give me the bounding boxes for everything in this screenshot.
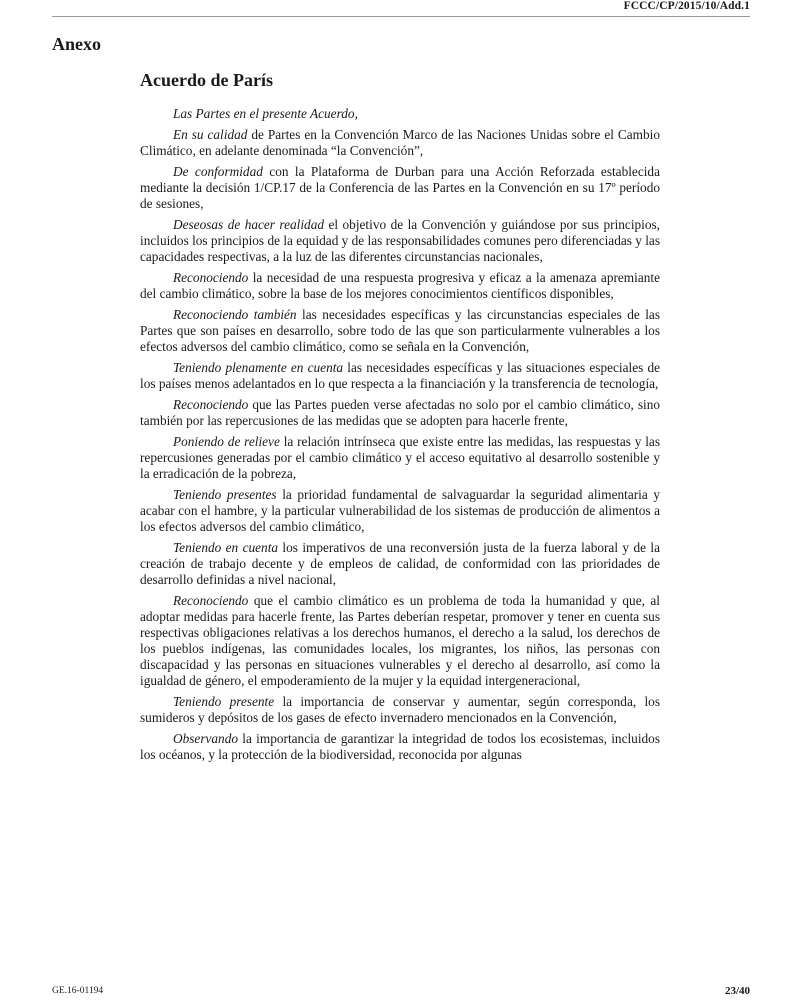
paragraph-text: las necesidades específicas y las situaciones especiales de los países menos adelantados en lo que respecta a la financiación y la transferencia de tecnología, xyxy=(140,360,660,391)
preamble-paragraph xyxy=(140,593,660,689)
page-number: 23/40 xyxy=(724,985,750,997)
preamble-paragraph xyxy=(140,360,660,392)
paragraph-lead: Teniendo presentes xyxy=(173,487,277,502)
annex-title: Anexo xyxy=(52,34,101,54)
paragraph-text: la importancia de conservar y aumentar, según corresponda, los sumideros y depósitos de los gases de efecto invernadero mencionados en la Convención, xyxy=(140,694,660,725)
preamble-paragraph xyxy=(140,127,660,159)
preamble-paragraph xyxy=(140,434,660,482)
paragraph-lead: Deseosas de hacer realidad xyxy=(173,217,325,232)
paragraph-text: la relación intrínseca que existe entre las medidas, las respuestas y las repercusiones generadas por el cambio climático y el acceso equitativo al desarrollo sostenible y la erradicación de la pobreza, xyxy=(140,434,660,481)
paragraph-text: la prioridad fundamental de salvaguardar la seguridad alimentaria y acabar con el hambre, y la particular vulnerabilidad de los sistemas de producción de alimentos a los efectos adversos del cambio climático, xyxy=(140,487,660,534)
paragraph-text: el objetivo de la Convención y guiándose por sus principios, incluidos los principios de la equidad y de las responsabilidades comunes pero diferenciadas y las capacidades respectivas, a la luz de las diferentes circunstancias nacionales, xyxy=(140,217,660,264)
preamble-paragraph xyxy=(140,397,660,429)
paragraph-lead: Las Partes en el presente Acuerdo xyxy=(173,106,355,121)
preamble-paragraph xyxy=(140,540,660,588)
page-header xyxy=(52,0,750,17)
paragraph-lead: Reconociendo xyxy=(173,397,249,412)
paragraph-lead: En su calidad xyxy=(173,127,248,142)
paragraph-lead: Teniendo plenamente en cuenta xyxy=(173,360,344,375)
paragraph-text: las necesidades específicas y las circunstancias especiales de las Partes que son países en desarrollo, sobre todo de las que son particularmente vulnerables a los efectos adversos del cambio climático, como se señala en la Convención, xyxy=(140,307,660,354)
preamble-body xyxy=(140,106,660,768)
preamble-paragraph xyxy=(140,106,660,122)
preamble-paragraph xyxy=(140,731,660,763)
paragraph-text: que las Partes pueden verse afectadas no solo por el cambio climático, sino también por las repercusiones de las medidas que se adopten para hacerle frente, xyxy=(140,397,660,428)
paragraph-lead: Teniendo presente xyxy=(173,694,275,709)
paragraph-lead: Reconociendo xyxy=(173,270,249,285)
agreement-title: Acuerdo de París xyxy=(140,70,273,90)
paragraph-lead: Observando xyxy=(173,731,238,746)
paragraph-text: de Partes en la Convención Marco de las Naciones Unidas sobre el Cambio Climático, en adelante denominada “la Convención”, xyxy=(140,127,660,158)
preamble-paragraph xyxy=(140,307,660,355)
paragraph-text: la importancia de garantizar la integridad de todos los ecosistemas, incluidos los océanos, y la protección de la biodiversidad, reconocida por algunas xyxy=(140,731,660,762)
document-symbol: FCCC/CP/2015/10/Add.1 xyxy=(623,0,750,12)
paragraph-text: , xyxy=(354,106,358,121)
paragraph-text: los imperativos de una reconversión justa de la fuerza laboral y de la creación de trabajo decente y de empleos de calidad, de conformidad con las prioridades de desarrollo definidas a nivel nacional, xyxy=(140,540,660,587)
paragraph-text: la necesidad de una respuesta progresiva y eficaz a la amenaza apremiante del cambio climático, sobre la base de los mejores conocimientos científicos disponibles, xyxy=(140,270,660,301)
paragraph-text: con la Plataforma de Durban para una Acción Reforzada establecida mediante la decisión 1/CP.17 de la Conferencia de las Partes en la Convención en su 17º período de sesiones, xyxy=(140,164,660,211)
paragraph-lead: De conformidad xyxy=(173,164,263,179)
preamble-paragraph xyxy=(140,694,660,726)
paragraph-lead: Reconociendo xyxy=(173,593,249,608)
job-number: GE.16-01194 xyxy=(52,986,104,996)
preamble-paragraph xyxy=(140,270,660,302)
preamble-paragraph xyxy=(140,164,660,212)
preamble-paragraph xyxy=(140,217,660,265)
paragraph-lead: Teniendo en cuenta xyxy=(173,540,279,555)
paragraph-text: que el cambio climático es un problema de toda la humanidad y que, al adoptar medidas para hacerle frente, las Partes deberían respetar, promover y tener en cuenta sus respectivas obligaciones relativas a los derechos humanos, el derecho a la salud, los derechos de los pueblos indígenas, las comunidades locales, los migrantes, los niños, las personas con discapacidad y las personas en situaciones vulnerables y el derecho al desarrollo, así como la igualdad de género, el empoderamiento de la mujer y la equidad intergeneracional, xyxy=(140,593,660,688)
paragraph-lead: Reconociendo también xyxy=(173,307,297,322)
preamble-paragraph xyxy=(140,487,660,535)
paragraph-lead: Poniendo de relieve xyxy=(173,434,280,449)
